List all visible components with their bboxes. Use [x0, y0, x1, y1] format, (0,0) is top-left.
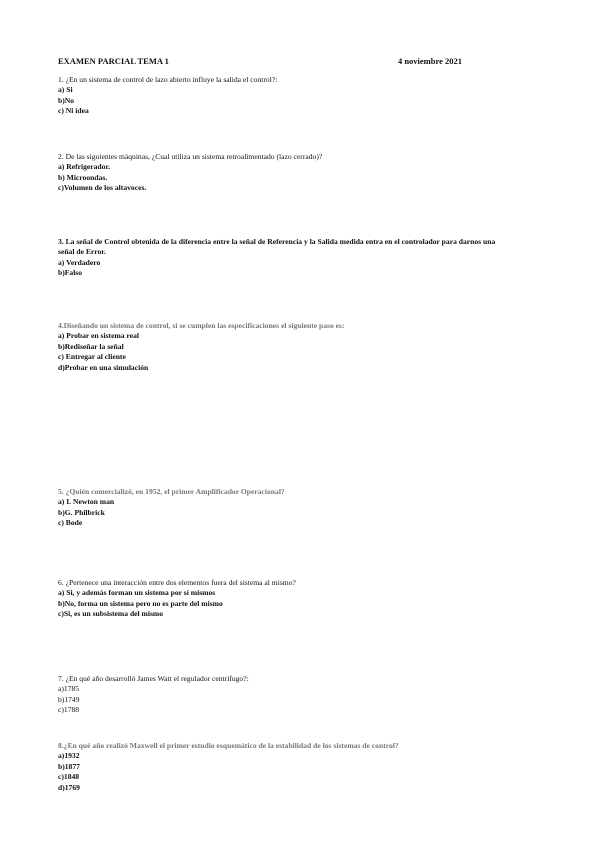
question-3	[58, 237, 498, 279]
question-1-option-a: a) Si	[58, 85, 73, 95]
question-5-options	[58, 497, 498, 528]
question-6	[58, 578, 498, 620]
question-5-option-b: b)G. Philbrick	[58, 507, 105, 517]
question-8-option-c: c)1848	[58, 772, 80, 782]
question-3-option-a: a) Verdadero	[58, 257, 101, 267]
question-6-option-c: c)Si, es un subsistema del mismo	[58, 609, 164, 619]
question-1-option-c: c) Ni idea	[58, 106, 89, 116]
question-6-option-b: b)No, forma un sistema pero no es parte del mismo	[58, 598, 223, 608]
question-8-stem: 8.¿En qué año realizó Maxwell el primer estudio esquemático de la estabilidad de los sistemas de control?	[58, 741, 399, 750]
exam-date: 4 noviembre 2021	[397, 56, 462, 66]
question-6-options	[58, 588, 498, 619]
question-5-option-a: a) I. Newton man	[58, 497, 115, 507]
question-4-option-d: d)Probar en una simulación	[58, 362, 149, 372]
question-5-option-c: c) Bode	[58, 518, 83, 528]
question-2-option-c: c)Volumen de los altavoces.	[58, 183, 147, 193]
question-4-option-b: b)Rediseñar la señal	[58, 341, 124, 351]
question-1-options	[58, 85, 498, 116]
exam-title: EXAMEN PARCIAL TEMA 1	[58, 56, 169, 66]
question-8-option-a: a)1932	[58, 751, 80, 761]
question-6-stem: 6. ¿Pertenece una interacción entre dos elementos fuera del sistema al mismo?	[58, 578, 296, 587]
question-7-stem: 7. ¿En qué año desarrolló James Watt el regulador centrífugo?:	[58, 674, 249, 683]
question-1-stem: 1. ¿En un sistema de control de lazo abierto influye la salida el control?:	[58, 75, 278, 84]
question-3-option-b: b)Falso	[58, 268, 83, 278]
question-8-option-b: b)1877	[58, 761, 80, 771]
question-8-options	[58, 751, 498, 793]
question-6-option-a: a) Si, y además forman un sistema por sí mismos	[58, 588, 216, 598]
question-4	[58, 321, 498, 373]
question-3-options	[58, 258, 498, 279]
question-2-option-a: a) Refrigerador.	[58, 162, 111, 172]
question-7-option-a: a)1785	[58, 684, 80, 694]
question-7-options	[58, 684, 498, 715]
question-5	[58, 487, 498, 529]
question-2-options	[58, 162, 498, 193]
question-2	[58, 152, 498, 194]
exam-header	[58, 56, 462, 68]
question-2-stem: 2. De las siguientes máquinas, ¿Cual utiliza un sistema retroalimentado (lazo cerrado)?	[58, 152, 323, 161]
question-8-option-d: d)1769	[58, 782, 80, 792]
question-8	[58, 741, 498, 793]
question-2-option-b: b) Microondas.	[58, 172, 108, 182]
question-4-stem: 4.Diseñando un sistema de control, si se cumplen las especificaciones el siguiente paso es:	[58, 321, 345, 330]
question-7-option-c: c)1788	[58, 705, 80, 715]
question-7-option-b: b)1749	[58, 694, 80, 704]
question-3-stem: 3. La señal de Control obtenida de la diferencia entre la señal de Referencia y la Salida medida entra en el controlador para darnos una señal de Error.	[58, 237, 496, 257]
question-1	[58, 75, 498, 117]
question-4-option-a: a) Probar en sistema real	[58, 331, 139, 341]
question-4-options	[58, 331, 498, 373]
question-1-option-b: b)No	[58, 95, 75, 105]
question-7	[58, 674, 498, 716]
question-4-option-c: c) Entregar al cliente	[58, 352, 126, 362]
question-5-stem: 5. ¿Quién comercializó, en 1952, el primer Amplificador Operacional?	[58, 487, 285, 496]
